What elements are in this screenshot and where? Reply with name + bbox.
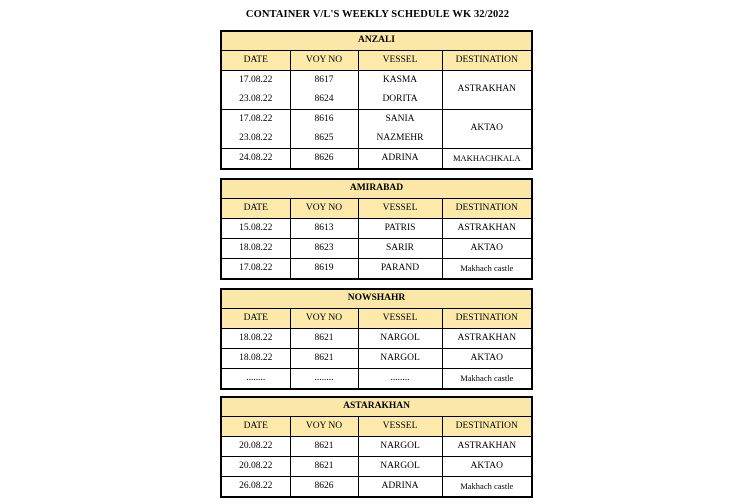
cell-vessel: NARGOL — [358, 457, 442, 477]
cell-date: 17.08.22 — [221, 259, 290, 280]
cell-vessel: ADRINA — [358, 149, 442, 170]
cell-voy: 8626 — [290, 477, 358, 498]
table-row — [221, 369, 532, 390]
cell-destination: AKTAO — [442, 110, 532, 149]
cell-vessel: KASMA — [358, 71, 442, 91]
schedule-table-amirabad — [220, 178, 533, 280]
cell-vessel: NARGOL — [358, 329, 442, 349]
cell-destination: ASTRAKHAN — [442, 437, 532, 457]
table-row — [221, 477, 532, 498]
cell-vessel: ADRINA — [358, 477, 442, 498]
cell-destination: AKTAO — [442, 349, 532, 369]
col-header-voy: VOY NO — [290, 417, 358, 437]
table-row — [221, 71, 532, 91]
col-header-vessel: VESSEL — [358, 309, 442, 329]
table-row — [221, 239, 532, 259]
cell-date: 15.08.22 — [221, 219, 290, 239]
cell-voy: 8619 — [290, 259, 358, 280]
col-header-destination: DESTINATION — [442, 309, 532, 329]
cell-destination: ASTRAKHAN — [442, 219, 532, 239]
table-row — [221, 349, 532, 369]
cell-destination: AKTAO — [442, 239, 532, 259]
cell-vessel: ........ — [358, 369, 442, 390]
col-header-voy: VOY NO — [290, 199, 358, 219]
cell-destination: ASTRAKHAN — [442, 329, 532, 349]
cell-voy: 8616 — [290, 110, 358, 130]
cell-date: 24.08.22 — [221, 149, 290, 170]
table-row — [221, 149, 532, 170]
cell-date: 18.08.22 — [221, 239, 290, 259]
cell-destination: ASTRAKHAN — [442, 71, 532, 110]
cell-date: 23.08.22 — [221, 129, 290, 149]
table-row — [221, 457, 532, 477]
cell-voy: 8625 — [290, 129, 358, 149]
cell-date: 20.08.22 — [221, 457, 290, 477]
col-header-date: DATE — [221, 417, 290, 437]
col-header-date: DATE — [221, 199, 290, 219]
col-header-destination: DESTINATION — [442, 51, 532, 71]
cell-destination: Makhach castle — [442, 369, 532, 390]
cell-voy: 8613 — [290, 219, 358, 239]
cell-voy: 8621 — [290, 329, 358, 349]
cell-date: 20.08.22 — [221, 437, 290, 457]
cell-date: ........ — [221, 369, 290, 390]
cell-voy: 8623 — [290, 239, 358, 259]
cell-voy: 8621 — [290, 437, 358, 457]
cell-date: 26.08.22 — [221, 477, 290, 498]
col-header-vessel: VESSEL — [358, 51, 442, 71]
cell-vessel: PARAND — [358, 259, 442, 280]
cell-date: 18.08.22 — [221, 329, 290, 349]
cell-vessel: SARIR — [358, 239, 442, 259]
cell-vessel: NARGOL — [358, 437, 442, 457]
port-name: NOWSHAHR — [221, 289, 532, 309]
cell-date: 18.08.22 — [221, 349, 290, 369]
cell-vessel: NARGOL — [358, 349, 442, 369]
cell-vessel: SANIA — [358, 110, 442, 130]
table-row — [221, 437, 532, 457]
table-row — [221, 219, 532, 239]
cell-voy: ........ — [290, 369, 358, 390]
col-header-voy: VOY NO — [290, 309, 358, 329]
cell-date: 23.08.22 — [221, 90, 290, 110]
cell-voy: 8624 — [290, 90, 358, 110]
col-header-vessel: VESSEL — [358, 199, 442, 219]
cell-destination: Makhach castle — [442, 477, 532, 498]
cell-date: 17.08.22 — [221, 110, 290, 130]
port-name: AMIRABAD — [221, 179, 532, 199]
col-header-destination: DESTINATION — [442, 417, 532, 437]
cell-destination: MAKHACHKALA — [442, 149, 532, 170]
document-title: CONTAINER V/L'S WEEKLY SCHEDULE WK 32/2022 — [245, 9, 510, 20]
schedule-table-nowshahr — [220, 288, 533, 390]
cell-vessel: DORITA — [358, 90, 442, 110]
col-header-date: DATE — [221, 309, 290, 329]
cell-voy: 8621 — [290, 349, 358, 369]
cell-vessel: NAZMEHR — [358, 129, 442, 149]
table-row — [221, 110, 532, 130]
table-row — [221, 259, 532, 280]
cell-destination: AKTAO — [442, 457, 532, 477]
schedule-table-astarakhan — [220, 396, 533, 498]
cell-voy: 8626 — [290, 149, 358, 170]
cell-voy: 8617 — [290, 71, 358, 91]
col-header-vessel: VESSEL — [358, 417, 442, 437]
table-row — [221, 329, 532, 349]
col-header-destination: DESTINATION — [442, 199, 532, 219]
port-name: ASTARAKHAN — [221, 397, 532, 417]
cell-destination: Makhach castle — [442, 259, 532, 280]
port-name: ANZALI — [221, 31, 532, 51]
schedule-table-anzali — [220, 30, 533, 170]
col-header-voy: VOY NO — [290, 51, 358, 71]
cell-voy: 8621 — [290, 457, 358, 477]
cell-date: 17.08.22 — [221, 71, 290, 91]
cell-vessel: PATRIS — [358, 219, 442, 239]
col-header-date: DATE — [221, 51, 290, 71]
